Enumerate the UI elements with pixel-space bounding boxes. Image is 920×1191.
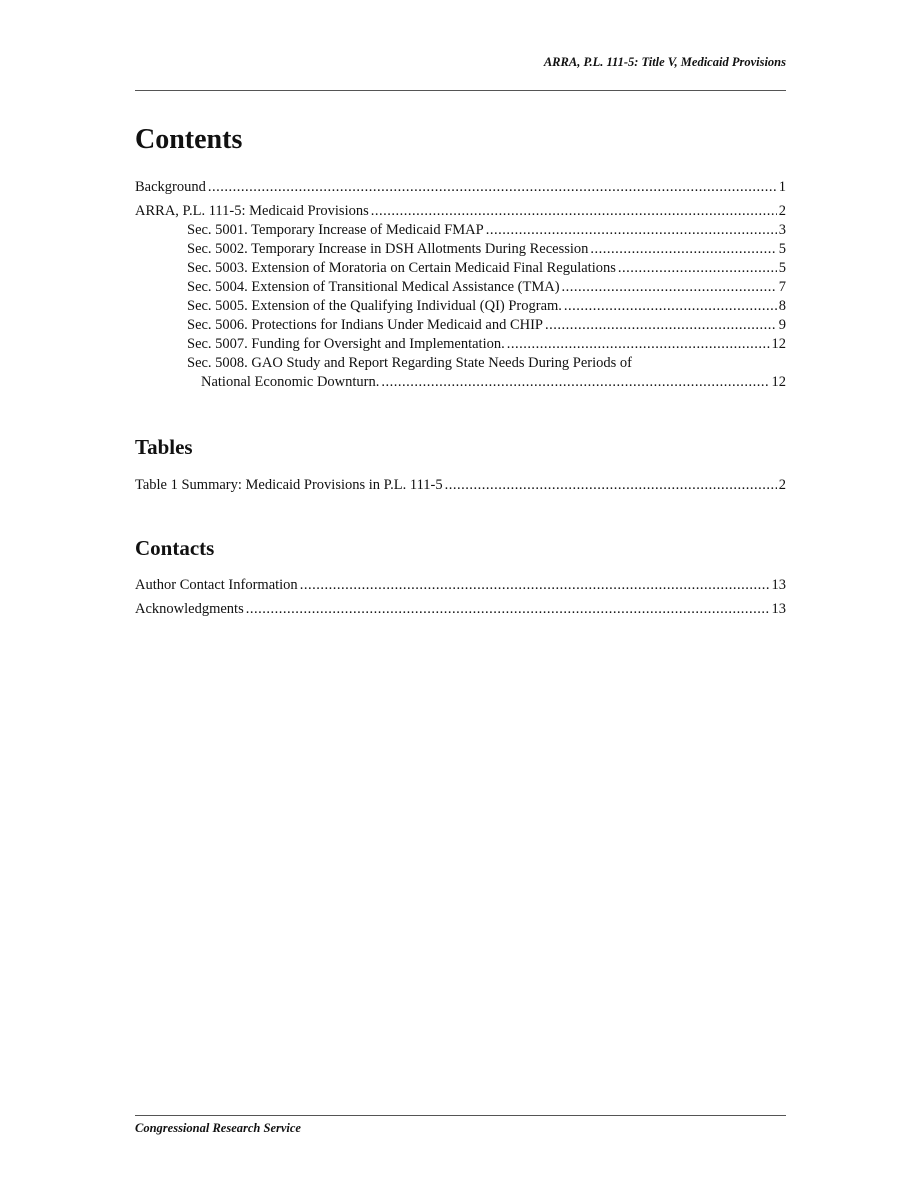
toc-entry-sec-5007[interactable] [135, 335, 786, 354]
toc-entry-text: Sec. 5007. Funding for Oversight and Implementation. [187, 336, 505, 352]
toc-entry-sec-5008[interactable] [135, 354, 786, 392]
contacts-list [135, 576, 786, 619]
toc-page-number: 13 [771, 577, 786, 593]
toc-page-number: 5 [778, 260, 786, 276]
dot-leader [562, 278, 777, 297]
dot-leader [381, 373, 769, 392]
dot-leader [300, 576, 770, 595]
toc-entry-background[interactable] [135, 178, 786, 197]
dot-leader [564, 297, 777, 316]
running-header: ARRA, P.L. 111-5: Title V, Medicaid Provisions [543, 55, 786, 69]
toc-entry-sec-5006[interactable] [135, 316, 786, 335]
dot-leader [246, 600, 770, 619]
running-footer: Congressional Research Service [135, 1121, 301, 1135]
toc-entry-table-1[interactable] [135, 476, 786, 495]
toc-entry-medicaid-provisions[interactable] [135, 202, 786, 221]
toc-entry-text: Sec. 5001. Temporary Increase of Medicaid FMAP [187, 222, 484, 238]
footer-rule [135, 1115, 786, 1116]
dot-leader [618, 259, 777, 278]
toc-entry-text: Sec. 5003. Extension of Moratoria on Certain Medicaid Final Regulations [187, 260, 616, 276]
toc-page-number: 12 [771, 374, 786, 390]
contents-title: Contents [135, 124, 243, 155]
toc-entry-text-line1: Sec. 5008. GAO Study and Report Regarding State Needs During Periods of [187, 355, 633, 371]
toc-page-number: 2 [778, 203, 786, 219]
toc-page-number: 9 [778, 317, 786, 333]
toc-entry-text: Sec. 5004. Extension of Transitional Medical Assistance (TMA) [187, 279, 560, 295]
toc-page-number: 3 [778, 222, 786, 238]
header-rule [135, 90, 786, 91]
tables-title: Tables [135, 435, 193, 459]
dot-leader [486, 221, 777, 240]
toc-page-number: 13 [771, 601, 786, 617]
toc-page-number: 7 [778, 279, 786, 295]
dot-leader [507, 335, 770, 354]
dot-leader [371, 202, 777, 221]
toc-entry-sec-5003[interactable] [135, 259, 786, 278]
toc-page-number: 2 [778, 477, 786, 493]
toc-page-number: 1 [778, 179, 786, 195]
dot-leader [208, 178, 777, 197]
contacts-title: Contacts [135, 536, 215, 560]
toc-entry-continuation [187, 373, 786, 392]
contents-list [135, 178, 786, 392]
toc-entry-sec-5004[interactable] [135, 278, 786, 297]
toc-entry-sec-5005[interactable] [135, 297, 786, 316]
toc-entry-text: Author Contact Information [135, 577, 298, 593]
dot-leader [590, 240, 776, 259]
toc-entry-text: Background [135, 179, 206, 195]
toc-entry-sec-5001[interactable] [135, 221, 786, 240]
toc-entry-text: Acknowledgments [135, 601, 244, 617]
toc-entry-author-contact[interactable] [135, 576, 786, 595]
toc-entry-text: Sec. 5002. Temporary Increase in DSH Allotments During Recession [187, 241, 589, 257]
toc-page-number: 8 [778, 298, 786, 314]
toc-entry-text: Sec. 5005. Extension of the Qualifying Individual (QI) Program. [187, 298, 562, 314]
toc-entry-text: Table 1 Summary: Medicaid Provisions in P.L. 111-5 [135, 477, 443, 493]
dot-leader [445, 476, 777, 495]
toc-entry-sec-5002[interactable] [135, 240, 786, 259]
toc-entry-text: ARRA, P.L. 111-5: Medicaid Provisions [135, 203, 369, 219]
toc-page-number: 12 [771, 336, 786, 352]
toc-entry-text: Sec. 5006. Protections for Indians Under Medicaid and CHIP [187, 317, 543, 333]
tables-list [135, 476, 786, 495]
toc-page-number: 5 [778, 241, 786, 257]
toc-entry-acknowledgments[interactable] [135, 600, 786, 619]
toc-entry-text-line2: National Economic Downturn. [201, 374, 380, 390]
dot-leader [545, 316, 777, 335]
